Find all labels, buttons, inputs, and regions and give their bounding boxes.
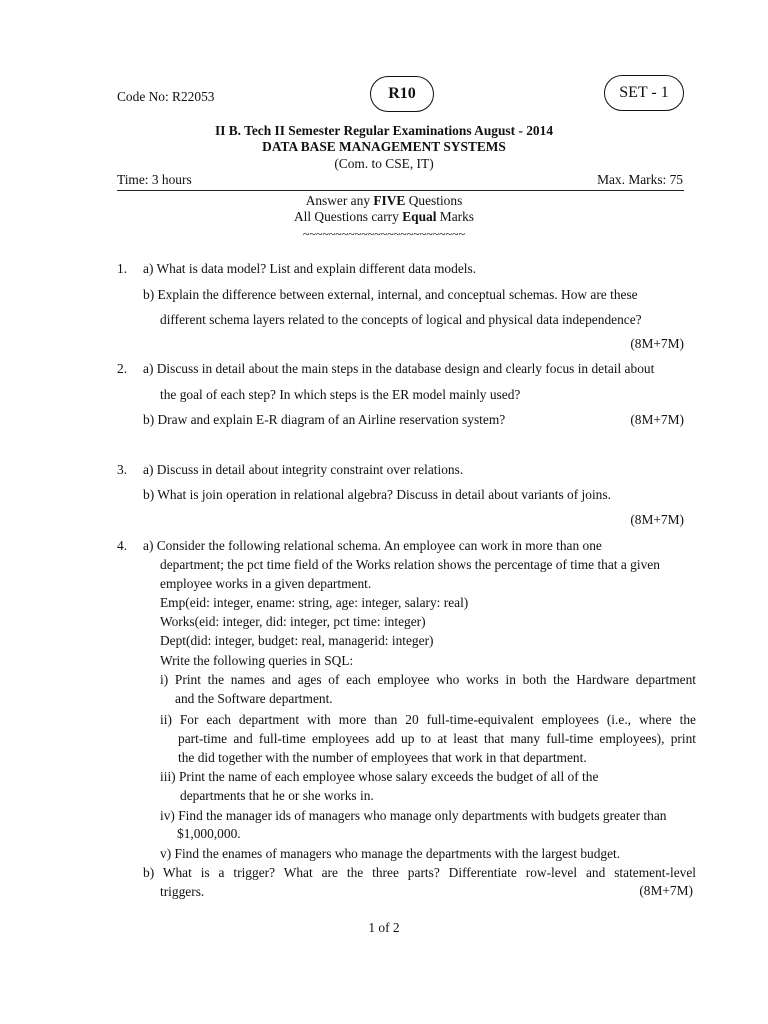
set-label: SET - 1 xyxy=(619,84,669,102)
question-4-marks: (8M+7M) xyxy=(639,883,693,898)
question-1-number: 1. xyxy=(117,261,128,276)
branches: (Com. to CSE, IT) xyxy=(334,156,434,171)
question-2-number: 2. xyxy=(117,361,128,376)
question-4-number: 4. xyxy=(117,538,128,553)
set-badge xyxy=(604,75,684,111)
schema-emp: Emp(eid: integer, ename: string, age: integer, salary: real) xyxy=(160,595,469,610)
question-2b: b) Draw and explain E-R diagram of an Airline reservation system? xyxy=(143,412,506,427)
instruction-answer-five: Answer any FIVE Questions xyxy=(305,193,463,208)
schema-works: Works(eid: integer, did: integer, pct time: integer) xyxy=(160,614,426,629)
question-3-marks: (8M+7M) xyxy=(630,512,684,527)
exam-title: II B. Tech II Semester Regular Examinations August - 2014 xyxy=(214,123,554,138)
question-4b-line: triggers. xyxy=(160,884,205,899)
sql-instruction: Write the following queries in SQL: xyxy=(160,653,354,668)
tilde-separator: ~~~~~~~~~~~~~~~~~~~~~~~~~ xyxy=(302,227,466,241)
page-number: 1 of 2 xyxy=(368,920,400,935)
max-marks: Max. Marks: 75 xyxy=(597,172,683,187)
regulation-label: R10 xyxy=(388,85,416,103)
question-4a-line: a) Consider the following relational schema. An employee can work in more than one xyxy=(143,538,602,553)
question-1b-line: different schema layers related to the concepts of logical and physical data independence? xyxy=(160,312,642,327)
question-1a: a) What is data model? List and explain different data models. xyxy=(143,261,477,276)
code-number: Code No: R22053 xyxy=(117,89,215,104)
question-1-marks: (8M+7M) xyxy=(630,336,684,351)
question-3b: b) What is join operation in relational algebra? Discuss in detail about variants of joins. xyxy=(143,487,611,502)
question-4a-line: employee works in a given department. xyxy=(160,576,372,591)
query-i-line: i) Print the names and ages of each employee who works in both the Hardware department xyxy=(160,672,696,687)
question-3-number: 3. xyxy=(117,462,128,477)
instruction-equal-marks: All Questions carry Equal Marks xyxy=(293,209,475,224)
header-divider xyxy=(117,190,684,191)
question-1b-line: b) Explain the difference between external, internal, and conceptual schemas. How are these xyxy=(143,287,638,302)
query-iii-line: departments that he or she works in. xyxy=(180,788,374,803)
query-ii-line: ii) For each department with more than 20 full-time-equivalent employees (i.e., where the xyxy=(160,712,696,727)
exam-time: Time: 3 hours xyxy=(117,172,192,187)
query-i-line: and the Software department. xyxy=(175,691,333,706)
question-4b-line: b) What is a trigger? What are the three parts? Differentiate row-level and statement-level xyxy=(143,865,696,880)
query-ii-line: part-time and full-time employees add up to at least that many full-time employees), print xyxy=(178,731,696,746)
question-4a-line: department; the pct time field of the Works relation shows the percentage of time that a given xyxy=(160,557,660,572)
subject-title: DATA BASE MANAGEMENT SYSTEMS xyxy=(262,139,506,154)
question-2a-line: the goal of each step? In which steps is the ER model mainly used? xyxy=(160,387,521,402)
question-3a: a) Discuss in detail about integrity constraint over relations. xyxy=(143,462,464,477)
query-iii-line: iii) Print the name of each employee whose salary exceeds the budget of all of the xyxy=(160,769,599,784)
question-2a-line: a) Discuss in detail about the main steps in the database design and clearly focus in detail about xyxy=(143,361,655,376)
schema-dept: Dept(did: integer, budget: real, managerid: integer) xyxy=(160,633,434,648)
query-iv-line: $1,000,000. xyxy=(177,826,241,841)
regulation-badge xyxy=(370,76,434,112)
query-v: v) Find the enames of managers who manage the departments with the largest budget. xyxy=(160,846,621,861)
query-iv-line: iv) Find the manager ids of managers who manage only departments with budgets greater than xyxy=(160,808,667,823)
query-ii-line: the did together with the number of employees that work in that department. xyxy=(178,750,587,765)
question-2-marks: (8M+7M) xyxy=(630,412,684,427)
